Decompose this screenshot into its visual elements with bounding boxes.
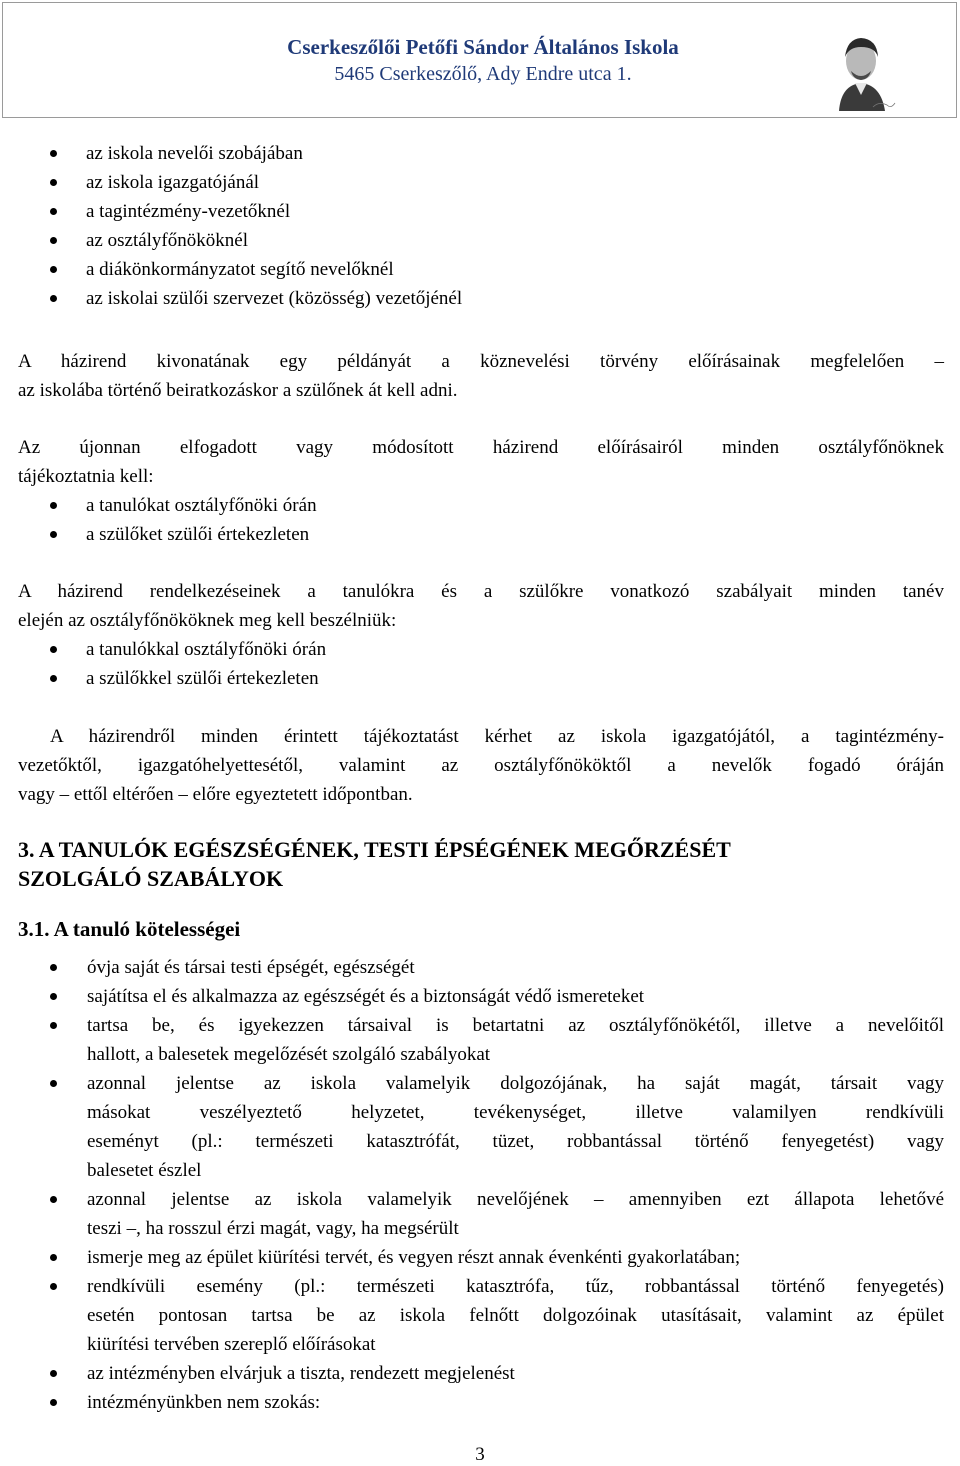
list-item: az iskola nevelői szobájában	[0, 139, 944, 168]
bullet-icon	[50, 266, 57, 273]
petofi-portrait-image	[821, 23, 901, 113]
duty-item	[0, 982, 944, 1011]
duty-line: teszi –, ha rosszul érzi magát, vagy, ha megsérült	[87, 1218, 459, 1239]
duty-item	[0, 953, 944, 982]
list-item: az osztályfőnököknél	[0, 226, 944, 255]
paragraph-house-rules-copy: A házirend kivonatának egy példányát a köznevelési törvény előírásainak megfelelően – az iskolába történő beiratkozáskor a szülőnek át kell adni.	[18, 351, 944, 401]
discuss-list	[0, 635, 944, 693]
list-item: a tagintézmény-vezetőknél	[0, 197, 944, 226]
duty-line: azonnal jelentse az iskola valamelyik dolgozójának, ha saját magát, társait vagy	[87, 1073, 944, 1094]
list-item: az iskola igazgatójánál	[0, 168, 944, 197]
bullet-icon	[50, 1283, 57, 1290]
list-item: a szülőket szülői értekezleten	[0, 520, 944, 549]
bullet-icon	[50, 675, 57, 682]
duty-line: másokat veszélyeztető helyzetet, tevékenységet, illetve valamilyen rendkívüli	[87, 1102, 944, 1123]
duty-line: óvja saját és társai testi épségét, egészségét	[87, 957, 415, 978]
list-item: a tanulókat osztályfőnöki órán	[0, 491, 944, 520]
inform-list	[0, 491, 944, 549]
duty-item	[0, 1069, 944, 1185]
school-address: 5465 Cserkeszőlő, Ady Endre utca 1.	[334, 63, 632, 85]
bullet-icon	[50, 1399, 57, 1406]
duty-item	[0, 1185, 944, 1243]
bullet-icon	[50, 237, 57, 244]
page-number: 3	[475, 1444, 485, 1465]
duty-line: hallott, a balesetek megelőzését szolgáló szabályokat	[87, 1044, 491, 1065]
bullet-icon	[50, 1196, 57, 1203]
bullet-icon	[50, 502, 57, 509]
list-item: a tanulókkal osztályfőnöki órán	[0, 635, 944, 664]
bullet-icon	[50, 208, 57, 215]
paragraph-information-request: A házirendről minden érintett tájékoztatást kérhet az iskola igazgatójától, a tagintézmény- vezetőktől, igazgatóhelyettesétől, valamint az osztályfőnököktől a nevelők fogadó óráján vagy – ettől eltérően – előre egyeztetett időpontban.	[18, 726, 944, 805]
bullet-icon	[50, 964, 57, 971]
duty-item	[0, 1388, 944, 1417]
bullet-icon	[50, 295, 57, 302]
duty-line: az intézményben elvárjuk a tiszta, rendezett megjelenést	[87, 1363, 515, 1384]
subsection-heading: 3.1. A tanuló kötelességei	[18, 917, 241, 941]
duty-item	[0, 1243, 944, 1272]
bullet-icon	[50, 1254, 57, 1261]
duty-line: eseményt (pl.: természeti katasztrófát, tüzet, robbantással történő fenyegetést) vagy	[87, 1131, 944, 1152]
list-item: az iskolai szülői szervezet (közösség) vezetőjénél	[0, 284, 944, 313]
duty-line: tartsa be, és igyekezzen társaival is betartatni az osztályfőnökétől, illetve a nevelőitől	[87, 1015, 944, 1036]
duty-line: esetén pontosan tartsa be az iskola felnőtt dolgozóinak utasításait, valamint az épület	[87, 1305, 944, 1326]
duty-item	[0, 1272, 944, 1359]
bullet-icon	[50, 1022, 57, 1029]
student-duties-list	[0, 953, 944, 1417]
school-name: Cserkeszőlői Petőfi Sándor Általános Iskola	[287, 35, 679, 59]
duty-line: intézményünkben nem szokás:	[87, 1392, 321, 1413]
duty-line: ismerje meg az épület kiürítési tervét, és vegyen részt annak évenkénti gyakorlatában;	[87, 1247, 741, 1268]
bullet-icon	[50, 1080, 57, 1087]
duty-line: azonnal jelentse az iskola valamelyik nevelőjének – amennyiben ezt állapota lehetővé	[87, 1189, 944, 1210]
where-available-list	[0, 139, 944, 313]
bullet-icon	[50, 646, 57, 653]
duty-item	[0, 1011, 944, 1069]
bullet-icon	[50, 179, 57, 186]
duty-item	[0, 1359, 944, 1388]
duty-line: kiürítési tervében szereplő előírásokat	[87, 1334, 376, 1355]
duty-line: rendkívüli esemény (pl.: természeti katasztrófa, tűz, robbantással történő fenyegetés)	[87, 1276, 944, 1297]
bullet-icon	[50, 1370, 57, 1377]
duty-line: balesetet észlel	[87, 1160, 202, 1181]
duty-line: sajátítsa el és alkalmazza az egészségét és a biztonságát védő ismereteket	[87, 986, 645, 1007]
list-item: a szülőkkel szülői értekezleten	[0, 664, 944, 693]
bullet-icon	[50, 531, 57, 538]
paragraph-discuss-rules: A házirend rendelkezéseinek a tanulókra és a szülőkre vonatkozó szabályait minden tanév elején az osztályfőnököknek meg kell beszélniük:	[18, 581, 944, 631]
page-header	[2, 2, 957, 118]
paragraph-new-rules: Az újonnan elfogadott vagy módosított házirend előírásairól minden osztályfőnöknek tájékoztatnia kell:	[18, 437, 944, 487]
bullet-icon	[50, 150, 57, 157]
section-heading: 3. A TANULÓK EGÉSZSÉGÉNEK, TESTI ÉPSÉGÉNEK MEGŐRZÉSÉT SZOLGÁLÓ SZABÁLYOK	[18, 837, 731, 891]
bullet-icon	[50, 993, 57, 1000]
list-item: a diákönkormányzatot segítő nevelőknél	[0, 255, 944, 284]
